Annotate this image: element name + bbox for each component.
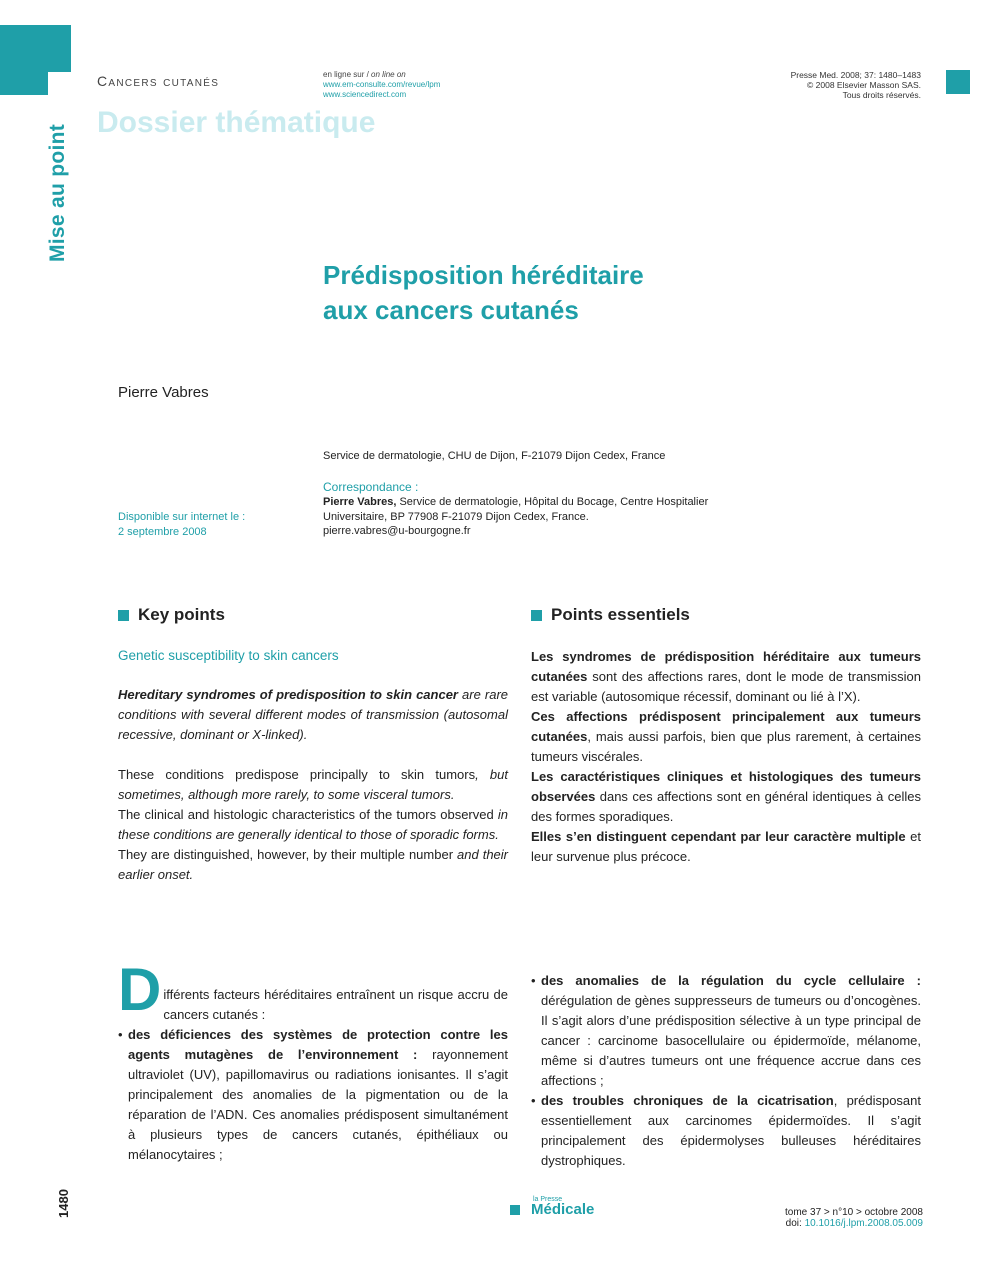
pe1-text: sont des affections rares, dont le mode de transmission est variable (autosomique récessif, dominant ou lié à l’X).: [531, 669, 921, 704]
journal-url[interactable]: www.em-consulte.com/revue/lpm: [323, 80, 441, 89]
pe4-bold: Elles s’en distinguent cependant par leur caractère multiple: [531, 829, 906, 844]
drop-cap: D: [118, 956, 162, 1023]
title-line-2: aux cancers cutanés: [323, 295, 579, 325]
pe1-bold: Les syndromes de prédisposition héréditaire aux tumeurs cutanées: [531, 649, 921, 684]
pe2-bold: Ces affections prédisposent principalement aux tumeurs cutanées: [531, 709, 921, 744]
key-point-1: [118, 685, 508, 745]
item-1-bold: des déficiences des systèmes de protection contre les agents mutagènes de l’environnement :: [128, 1027, 508, 1062]
list-item: [531, 1091, 921, 1171]
square-bullet-icon: [118, 610, 129, 621]
page-number: 1480: [56, 1189, 71, 1218]
online-availability: [323, 70, 440, 100]
section-label: Cancers cutanés: [97, 73, 220, 89]
rubric-vertical-label: Mise au point: [46, 123, 69, 262]
square-bullet-icon: [531, 610, 542, 621]
sciencedirect-url[interactable]: www.sciencedirect.com: [323, 90, 407, 99]
corr-name: Pierre Vabres,: [323, 496, 397, 508]
rights: Tous droits réservés.: [842, 90, 921, 100]
available-label: Disponible sur internet le :: [118, 511, 246, 523]
body-left-column: [118, 956, 508, 1165]
list-item: [118, 1025, 508, 1165]
article-title: [323, 258, 644, 328]
pe3-text: dans ces affections sont en général identiques à celles des formes sporadiques.: [531, 789, 921, 824]
online-label-en: on line on: [371, 70, 406, 79]
key-points-rest: [118, 765, 508, 885]
points-essentiels-title: Points essentiels: [551, 605, 690, 624]
point-essentiel-3: [531, 767, 921, 827]
points-essentiels-heading: [531, 605, 690, 625]
correspondence-block: [323, 495, 743, 539]
dossier-label: Dossier thématique: [97, 106, 376, 139]
online-label: en ligne sur /: [323, 70, 369, 79]
point-essentiel-2: [531, 707, 921, 767]
body-right-column: [531, 971, 921, 1171]
pe3-bold: Les caractéristiques cliniques et histologiques des tumeurs observées: [531, 769, 921, 804]
kp2-bold: These conditions predispose principally to skin tumors: [118, 767, 476, 782]
affiliation: Service de dermatologie, CHU de Dijon, F-21079 Dijon Cedex, France: [323, 450, 666, 462]
key-points-heading: [118, 605, 225, 625]
kp4-bold: They are distinguished, however, by their multiple number: [118, 847, 454, 862]
item-2-text: dérégulation de gènes suppresseurs de tumeurs ou d’oncogènes. Il s’agit alors d’une prédisposition sélective à un type principal de cancer : carcinome basocellulaire ou épidermoïde, mélanome, même si d’autres tumeurs ont une fréquence accrue dans ces affections ;: [541, 993, 921, 1088]
point-essentiel-1: [531, 647, 921, 707]
available-date: 2 septembre 2008: [118, 525, 207, 538]
pe4-text: et leur survenue plus précoce.: [531, 829, 921, 864]
citation: Presse Med. 2008; 37: 1480–1483: [790, 70, 921, 80]
corr-address-2: Universitaire, BP 77908 F-21079 Dijon Cedex, France.: [323, 510, 589, 523]
corner-notch: [48, 72, 71, 95]
key-points-subheading: Genetic susceptibility to skin cancers: [118, 648, 339, 663]
kp1-text: are rare conditions with several different modes of transmission (autosomal recessive, dominant or X-linked).: [118, 687, 509, 742]
intro-text: ifférents facteurs héréditaires entraînent un risque accru de cancers cutanés :: [163, 987, 508, 1022]
footer-citation: [640, 1207, 923, 1229]
corr-address-1: Service de dermatologie, Hôpital du Bocage, Centre Hospitalier: [396, 496, 709, 508]
journal-logo: Médicale: [531, 1201, 595, 1218]
doi-label: doi:: [785, 1218, 802, 1229]
item-3-text: , prédisposant essentiellement aux carcinomes épidermoïdes. Il s’agit principalement des épidermolyses bulleuses héréditaires dystrophiques.: [541, 1093, 922, 1168]
item-1-text: rayonnement ultraviolet (UV), papillomavirus ou radiations ionisantes. Il s’agit principalement des anomalies de la pigmentation ou de la réparation de l’ADN. Ces anomalies prédisposent simultanément à plusieurs types de cancers cutanés, épithéliaux ou mélanocytaires ;: [128, 1047, 508, 1162]
correspondence-label: Correspondance :: [323, 480, 419, 494]
key-point-2: [118, 765, 508, 805]
item-2-bold: des anomalies de la régulation du cycle cellulaire :: [541, 973, 921, 988]
logo-subtitle: la Presse: [533, 1196, 563, 1203]
key-point-4: [118, 845, 508, 885]
journal-reference: [640, 70, 921, 100]
kp2-text: , but sometimes, although more rarely, to some visceral tumors.: [118, 767, 508, 802]
key-point-3: [118, 805, 508, 845]
footer-square-icon: [510, 1205, 520, 1215]
title-line-1: Prédisposition héréditaire: [323, 260, 644, 290]
copyright: © 2008 Elsevier Masson SAS.: [807, 80, 921, 90]
pe2-text: , mais aussi parfois, bien que plus rarement, à certaines tumeurs viscérales.: [531, 729, 921, 764]
corner-square: [946, 70, 970, 94]
points-essentiels-body: [531, 647, 921, 867]
availability: [118, 510, 245, 539]
kp3-text: in these conditions are generally identical to those of sporadic forms.: [118, 807, 508, 842]
body-intro: [118, 956, 508, 1025]
issue-info: tome 37 > n°10 > octobre 2008: [785, 1207, 923, 1218]
kp1-bold: Hereditary syndromes of predisposition to skin cancer: [118, 687, 458, 702]
item-3-bold: des troubles chroniques de la cicatrisation: [541, 1093, 834, 1108]
doi-link[interactable]: 10.1016/j.lpm.2008.05.009: [804, 1218, 923, 1229]
list-item: [531, 971, 921, 1091]
corr-email[interactable]: pierre.vabres@u-bourgogne.fr: [323, 525, 471, 537]
kp3-bold: The clinical and histologic characteristics of the tumors observed: [118, 807, 494, 822]
point-essentiel-4: [531, 827, 921, 867]
kp4-text: and their earlier onset.: [118, 847, 509, 882]
author: Pierre Vabres: [118, 384, 209, 401]
key-points-title: Key points: [138, 605, 225, 624]
